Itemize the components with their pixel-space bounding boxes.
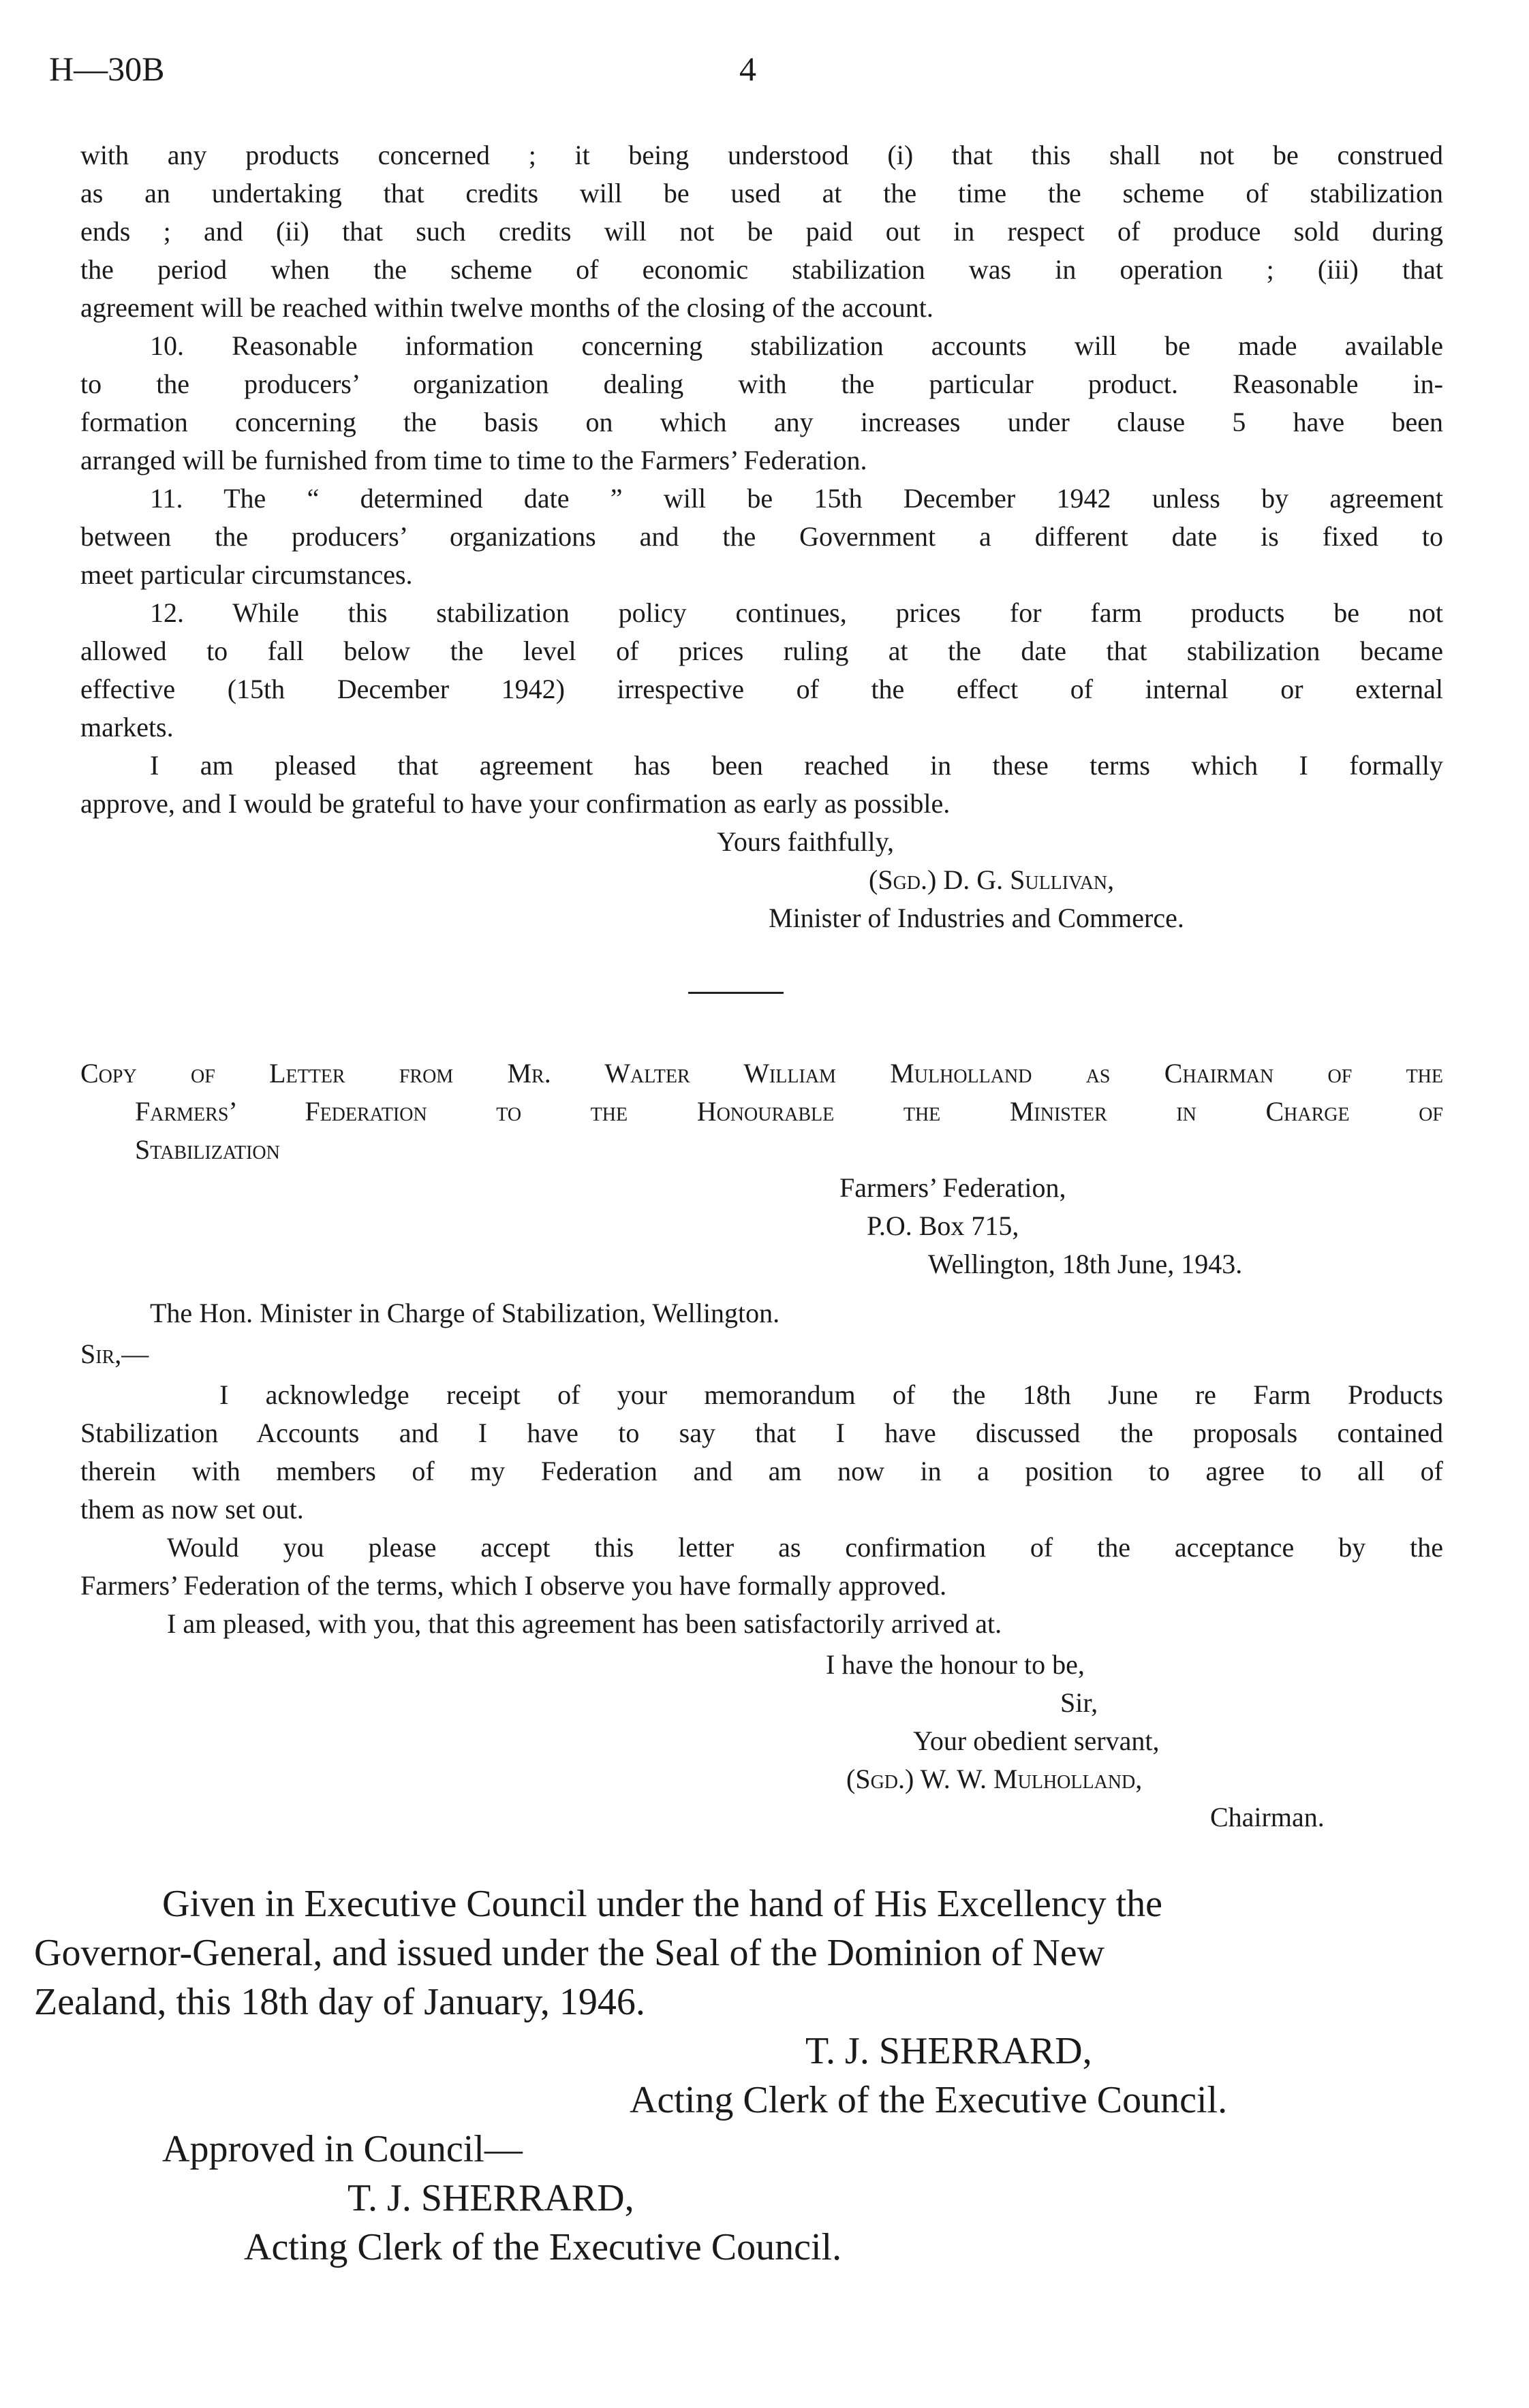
letter2-address-organisation: Farmers’ Federation, [839,1172,1066,1203]
section-divider [688,992,784,994]
letter2-para1-line: them as now set out. [80,1494,304,1524]
letter2-closing-line3: Your obedient servant, [913,1725,1160,1756]
clause10-line: arranged will be furnished from time to time to the Farmers’ Federation. [80,445,867,475]
letter2-closing-line2: Sir, [1060,1687,1098,1718]
letter2-para1-line: Stabilization Accounts and I have to say that I have discussed the proposals contained [80,1418,1443,1448]
letter2-heading-line: Stabilization [135,1134,280,1165]
document-code: H—30B [49,50,165,88]
letter2-closing-line1: I have the honour to be, [826,1649,1085,1680]
letter2-heading-line: Copy of Letter from Mr. Walter William Mulholland as Chairman of the [80,1058,1443,1089]
letter2-signatory-title: Chairman. [1210,1802,1325,1832]
letter2-para1-line: I acknowledge receipt of your memorandum of the 18th June re Farm Products [219,1379,1443,1410]
clerk-name-1: T. J. SHERRARD, [805,2030,1092,2072]
letter2-para3: I am pleased, with you, that this agreement has been satisfactorily arrived at. [167,1608,1002,1639]
clerk-title-1: Acting Clerk of the Executive Council. [630,2079,1228,2121]
letter1-closing-line: I am pleased that agreement has been reached in these terms which I formally [150,750,1443,781]
clerk-title-2: Acting Clerk of the Executive Council. [244,2226,842,2268]
clause11-line: meet particular circumstances. [80,559,413,590]
clause11-line: 11. The “ determined date ” will be 15th December 1942 unless by agreement [150,483,1443,514]
letter1-signature: (Sgd.) D. G. Sullivan, [869,864,1115,895]
clause11-line: between the producers’ organizations and the Government a different date is fixed to [80,521,1443,552]
council-given-line: Zealand, this 18th day of January, 1946. [34,1981,645,2023]
letter2-address-po-box: P.O. Box 715, [867,1210,1019,1241]
letter2-addressee: The Hon. Minister in Charge of Stabilization, Wellington. [150,1298,780,1328]
letter1-line: the period when the scheme of economic stabilization was in operation ; (iii) that [80,254,1443,285]
letter2-para2-line: Would you please accept this letter as confirmation of the acceptance by the [167,1532,1443,1563]
letter2-heading-line: Farmers’ Federation to the Honourable the Minister in Charge of [135,1096,1443,1127]
clause12-line: effective (15th December 1942) irrespective of the effect of internal or external [80,674,1443,704]
letter1-signoff: Yours faithfully, [717,826,895,857]
approved-in-council: Approved in Council— [162,2128,523,2170]
letter2-address-city-date: Wellington, 18th June, 1943. [928,1249,1243,1279]
page-number: 4 [739,50,756,88]
letter2-signature: (Sgd.) W. W. Mulholland, [846,1764,1143,1794]
clause10-line: to the producers’ organization dealing with the particular product. Reasonable in- [80,369,1443,399]
letter2-para1-line: therein with members of my Federation and am now in a position to agree to all of [80,1456,1443,1486]
letter1-signatory-title: Minister of Industries and Commerce. [769,903,1184,933]
letter1-line: with any products concerned ; it being understood (i) that this shall not be construed [80,140,1443,170]
letter2-salutation: Sir,— [80,1339,149,1369]
clause12-line: allowed to fall below the level of prices ruling at the date that stabilization became [80,636,1443,666]
clerk-name-2: T. J. SHERRARD, [348,2177,634,2219]
clause12-line: markets. [80,712,174,742]
clause10-line: formation concerning the basis on which any increases under clause 5 have been [80,407,1443,437]
letter1-closing-line: approve, and I would be grateful to have your confirmation as early as possible. [80,788,951,819]
council-given-line: Given in Executive Council under the hand of His Excellency the [162,1883,1163,1925]
letter1-line: ends ; and (ii) that such credits will not be paid out in respect of produce sold during [80,216,1443,247]
clause10-line: 10. Reasonable information concerning stabilization accounts will be made available [150,330,1443,361]
letter1-line: agreement will be reached within twelve months of the closing of the account. [80,292,933,323]
clause12-line: 12. While this stabilization policy continues, prices for farm products be not [150,597,1443,628]
council-given-line: Governor-General, and issued under the Seal of the Dominion of New [34,1932,1105,1974]
letter1-line: as an undertaking that credits will be used at the time the scheme of stabilization [80,178,1443,208]
letter2-para2-line: Farmers’ Federation of the terms, which I observe you have formally approved. [80,1570,947,1601]
